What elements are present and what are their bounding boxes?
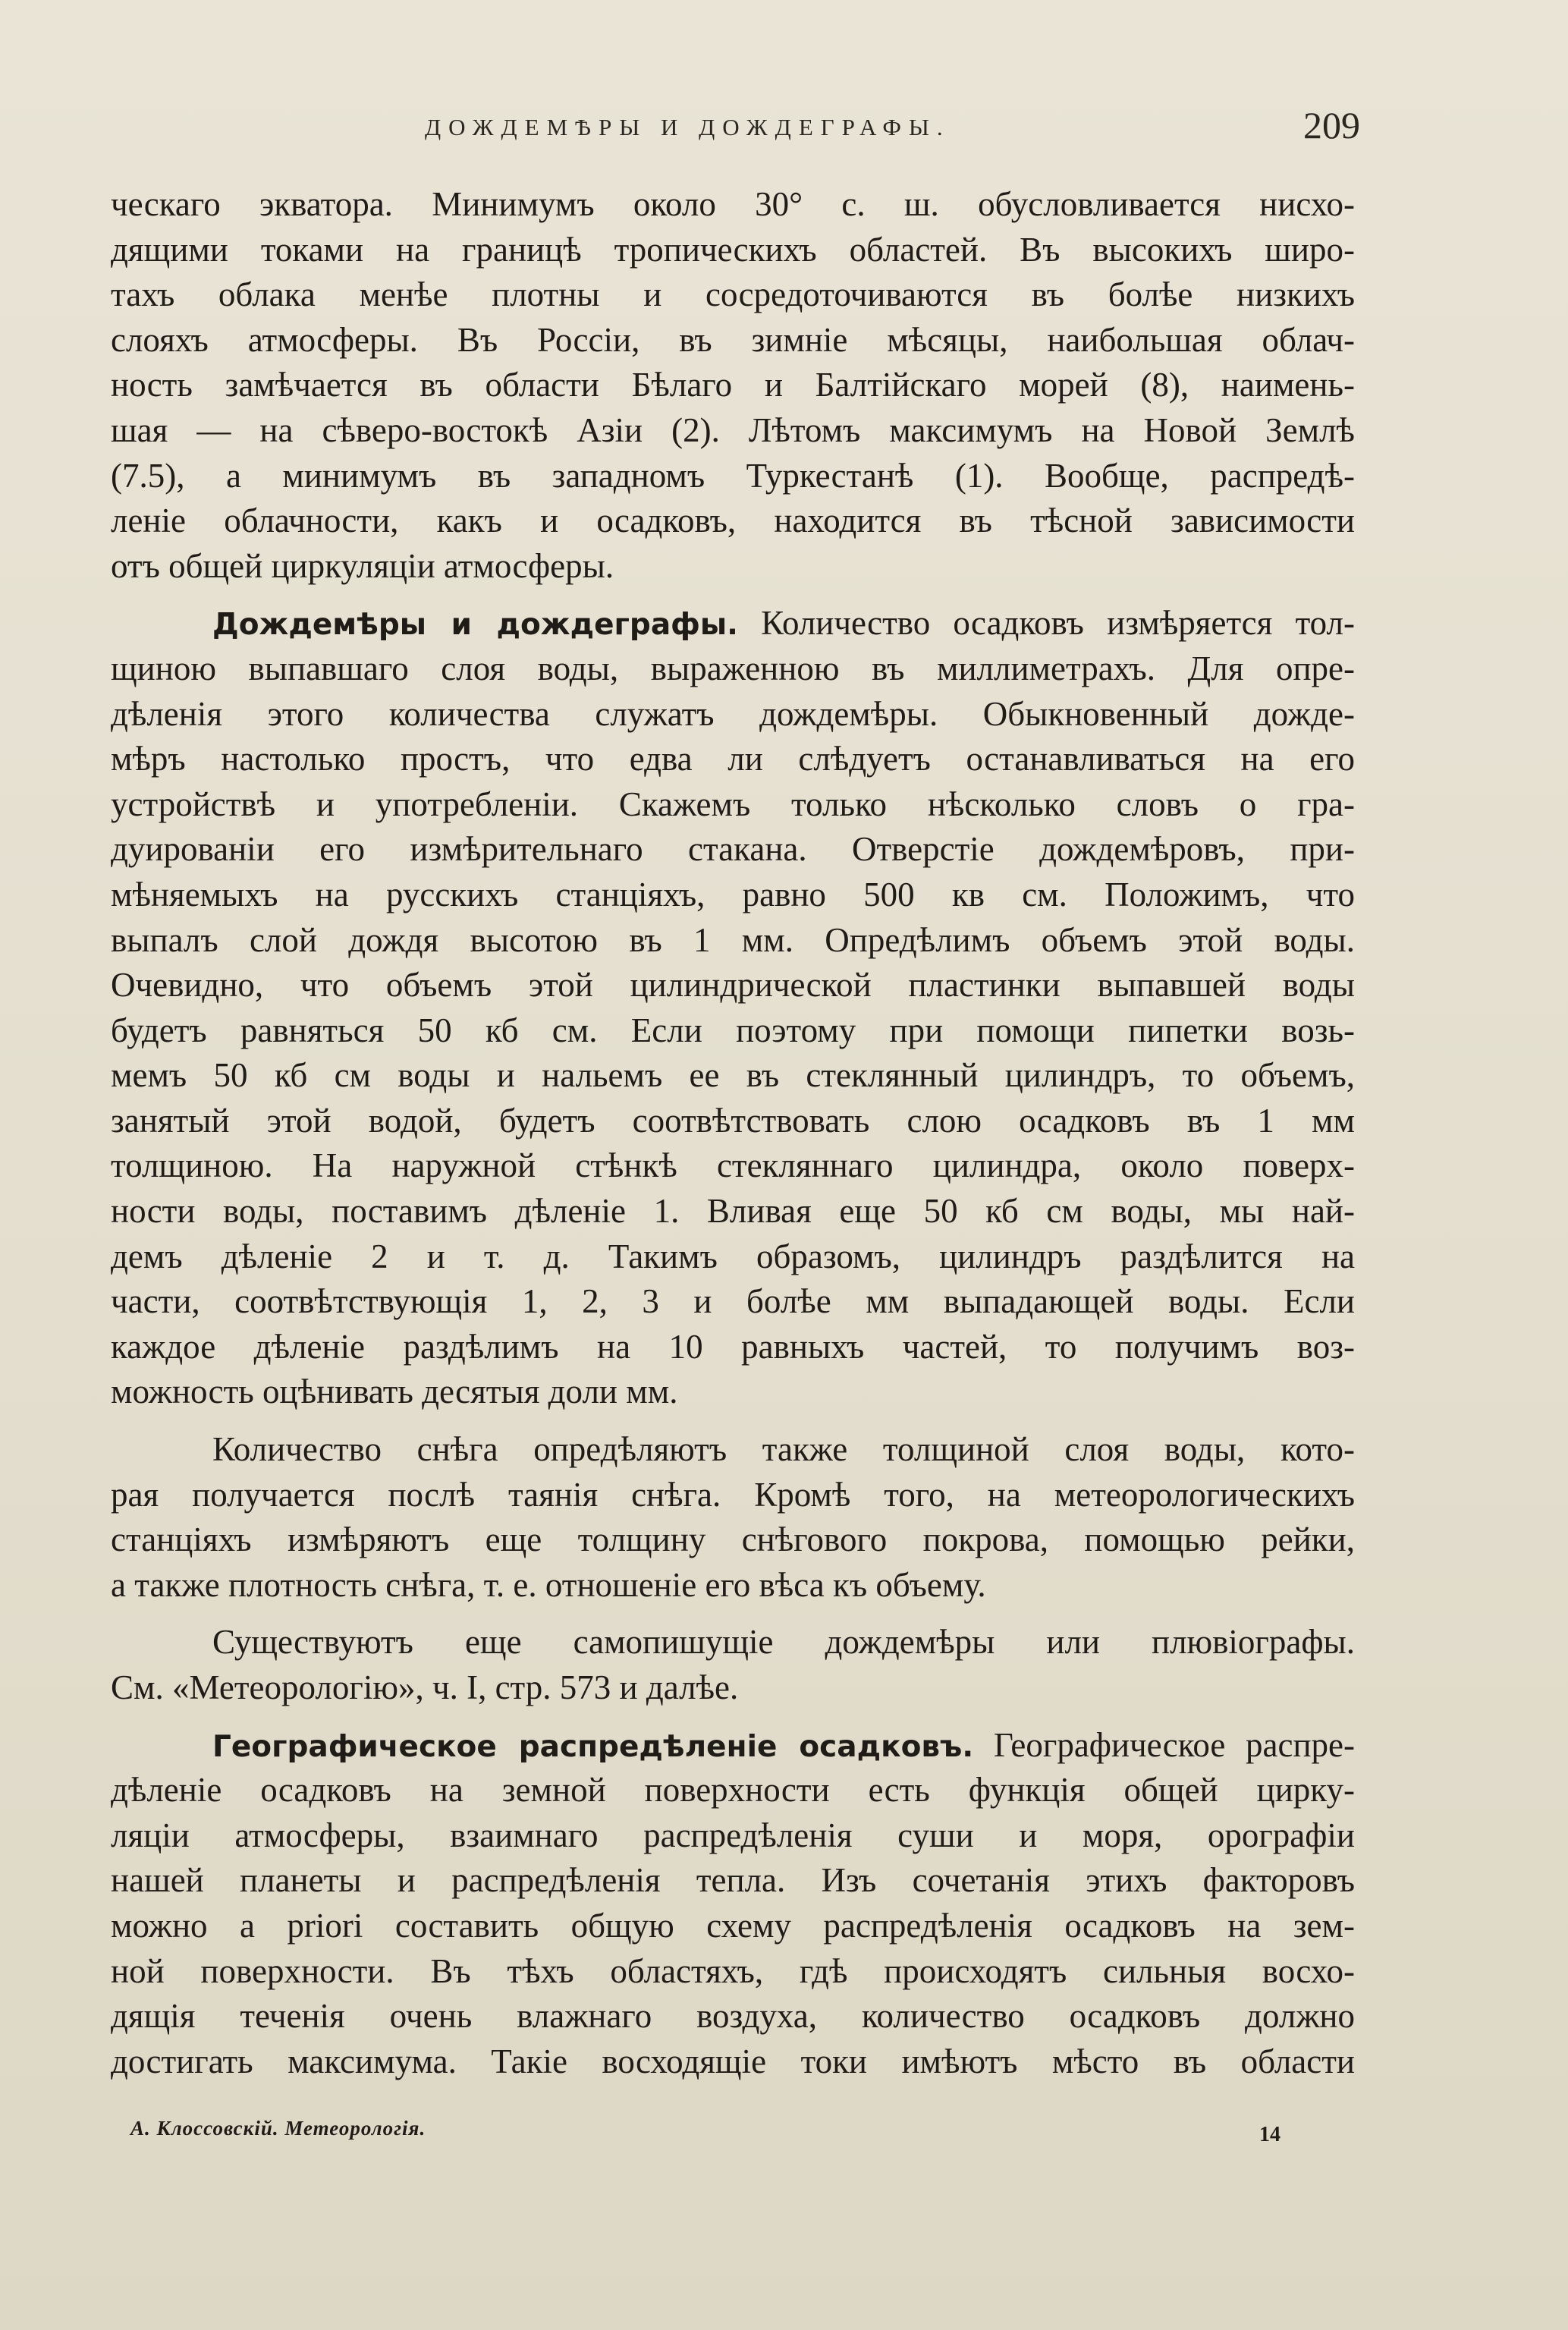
text-line: Количество снѣга опредѣляютъ также толщиной слоя воды, кото- <box>212 1430 1355 1469</box>
text-line: Существуютъ еще самопишущіе дождемѣры или плювіографы. <box>212 1623 1355 1662</box>
text-line: мѣръ настолько простъ, что едва ли слѣдуетъ останавливаться на его <box>111 740 1355 778</box>
text-line: отъ общей циркуляціи атмосферы. <box>111 546 614 585</box>
text-line: мѣняемыхъ на русскихъ станціяхъ, равно 500 кв см. Положимъ, что <box>111 875 1355 913</box>
text-line: ной поверхности. Въ тѣхъ областяхъ, гдѣ происходятъ сильныя восхо- <box>111 1951 1355 1990</box>
section-heading-line <box>111 601 1355 646</box>
text-line: ляціи атмосферы, взаимнаго распредѣленія суши и моря, орографіи <box>111 1816 1355 1854</box>
text-line: а также плотность снѣга, т. е. отношеніе его вѣса къ объему. <box>111 1565 986 1604</box>
text-line: части, соотвѣтствующія 1, 2, 3 и болѣе мм выпадающей воды. Если <box>111 1282 1355 1321</box>
section-heading-line <box>111 1723 1355 1769</box>
text-line: станціяхъ измѣряютъ еще толщину снѣгового покрова, помощью рейки, <box>111 1520 1355 1559</box>
text-line: демъ дѣленіе 2 и т. д. Такимъ образомъ, цилиндръ раздѣлится на <box>111 1237 1355 1275</box>
text-line: дуированіи его измѣрительнаго стакана. Отверстіе дождемѣровъ, при- <box>111 830 1355 869</box>
running-head-title: ДОЖДЕМѢРЫ И ДОЖДЕГРАФЫ. <box>425 114 951 140</box>
text-line: Очевидно, что объемъ этой цилиндрической пластинки выпавшей воды <box>111 966 1355 1005</box>
text-line-part: Географическое распре- <box>973 1725 1355 1764</box>
text-line: достигать максимума. Такіе восходящіе токи имѣютъ мѣсто въ области <box>111 2042 1355 2080</box>
body-text <box>111 182 1355 2084</box>
text-line: дѣленіе осадковъ на земной поверхности есть функція общей цирку- <box>111 1771 1355 1810</box>
text-line: леніе облачности, какъ и осадковъ, находится въ тѣсной зависимости <box>111 502 1355 540</box>
section-heading: Географическое распредѣленіе осадковъ. <box>212 1729 974 1764</box>
text-line: дящими токами на границѣ тропическихъ областей. Въ высокихъ широ- <box>111 230 1355 269</box>
text-line: ность замѣчается въ области Бѣлаго и Балтійскаго морей (8), наимень- <box>111 366 1355 404</box>
text-line: занятый этой водой, будетъ соотвѣтствовать слою осадковъ въ 1 мм <box>111 1101 1355 1140</box>
text-line: выпалъ слой дождя высотою въ 1 мм. Опредѣлимъ объемъ этой воды. <box>111 920 1355 959</box>
text-line: (7.5), а минимумъ въ западномъ Туркестанѣ (1). Вообще, распредѣ- <box>111 456 1355 495</box>
text-line: ности воды, поставимъ дѣленіе 1. Вливая еще 50 кб см воды, мы най- <box>111 1192 1355 1231</box>
text-line: дѣленія этого количества служатъ дождемѣры. Обыкновенный дожде- <box>111 694 1355 733</box>
text-line: каждое дѣленіе раздѣлимъ на 10 равныхъ частей, то получимъ воз- <box>111 1327 1355 1366</box>
text-line: мемъ 50 кб см воды и нальемъ ее въ стеклянный цилиндръ, то объемъ, <box>111 1056 1355 1095</box>
text-line: толщиною. На наружной стѣнкѣ стекляннаго цилиндра, около поверх- <box>111 1146 1355 1185</box>
text-line: ческаго экватора. Минимумъ около 30° с. ш. обусловливается нисхо- <box>111 185 1355 223</box>
section-heading: Дождемѣры и дождеграфы. <box>212 608 738 643</box>
sheet-number: 14 <box>1259 2123 1280 2146</box>
text-line: нашей планеты и распредѣленія тепла. Изъ сочетанія этихъ факторовъ <box>111 1861 1355 1900</box>
text-line: слояхъ атмосферы. Въ Россіи, въ зимніе мѣсяцы, наибольшая облач- <box>111 320 1355 359</box>
text-line: устройствѣ и употребленіи. Скажемъ только нѣсколько словъ о гра- <box>111 785 1355 823</box>
text-line-part: Количество осадковъ измѣряется тол- <box>737 604 1355 643</box>
text-line: дящія теченія очень влажнаго воздуха, количество осадковъ должно <box>111 1997 1355 2036</box>
text-line: щиною выпавшаго слоя воды, выраженною въ миллиметрахъ. Для опре- <box>111 649 1355 687</box>
page-number: 209 <box>1303 104 1360 146</box>
text-line: тахъ облака менѣе плотны и сосредоточиваются въ болѣе низкихъ <box>111 275 1355 314</box>
running-head <box>0 104 1568 159</box>
text-line: рая получается послѣ таянія снѣга. Кромѣ того, на метеорологическихъ <box>111 1475 1355 1514</box>
text-line: можно a priori составить общую схему распредѣленія осадковъ на зем- <box>111 1906 1355 1945</box>
page-footer <box>0 2117 1568 2155</box>
text-line: шая — на сѣверо-востокѣ Азіи (2). Лѣтомъ максимумъ на Новой Землѣ <box>111 410 1355 449</box>
text-line: можность оцѣнивать десятыя доли мм. <box>111 1373 678 1411</box>
printer-signature: А. Клоссовскій. Метеорологія. <box>130 2117 426 2140</box>
text-line: См. «Метеорологію», ч. I, стр. 573 и далѣе. <box>111 1668 739 1706</box>
text-line: будетъ равняться 50 кб см. Если поэтому при помощи пипетки возь- <box>111 1011 1355 1049</box>
